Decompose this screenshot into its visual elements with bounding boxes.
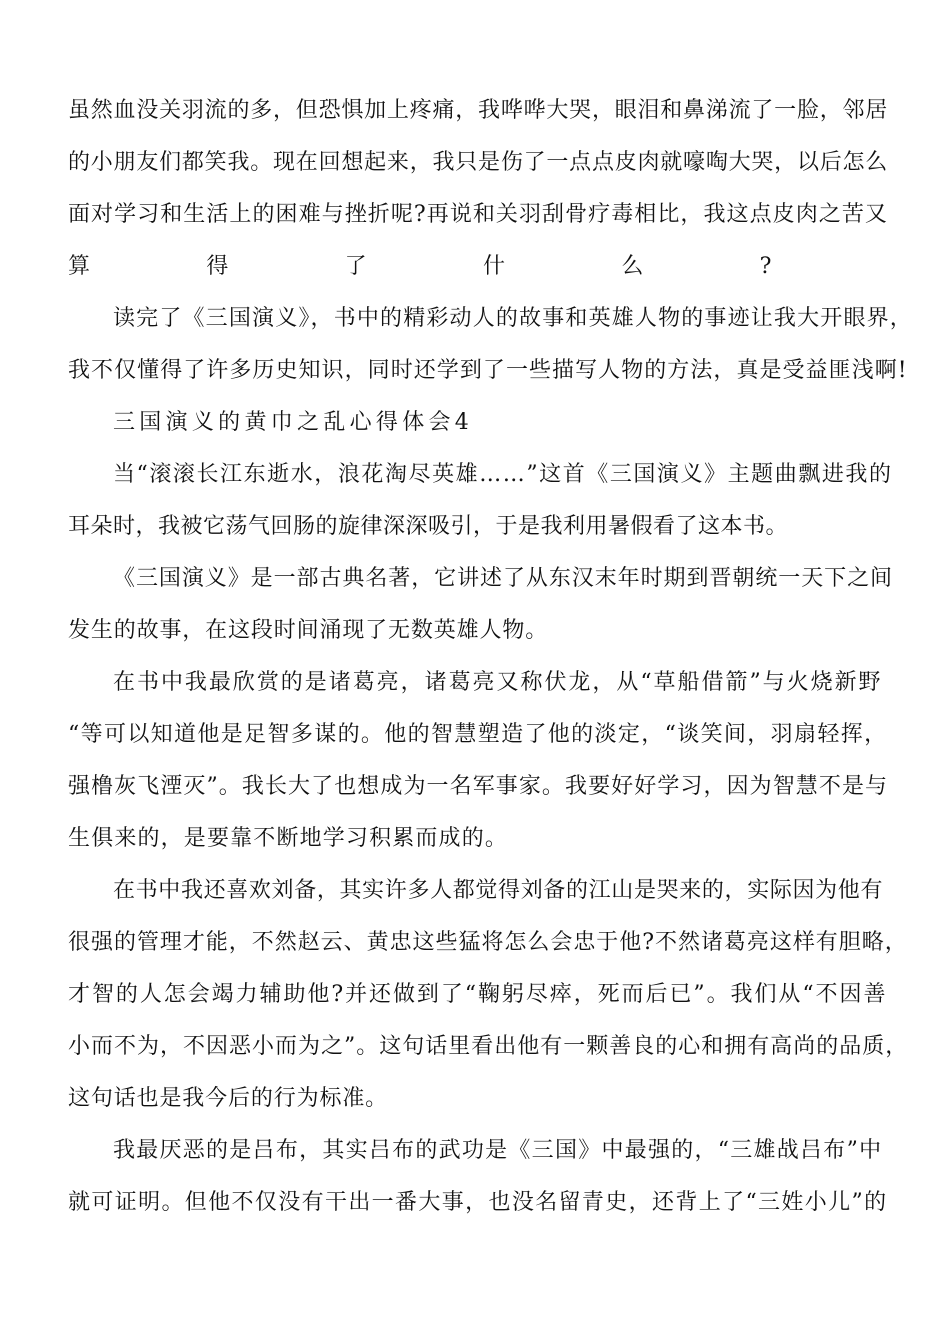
text-line: 发生的故事，在这段时间涌现了无数英雄人物。 [68,618,549,643]
text-line: 耳朵时，我被它荡气回肠的旋律深深吸引，于是我利用暑假看了这本书。 [68,514,789,539]
text-line: “等可以知道他是足智多谋的。他的智慧塑造了他的淡定，“谈笑间，羽扇轻挥， [68,722,888,747]
text-line: 我最厌恶的是吕布，其实吕布的武功是《三国》中最强的，“三雄战吕布”中 [113,1138,883,1163]
text-line: 很强的管理才能，不然赵云、黄忠这些猛将怎么会忠于他?不然诸葛亮这样有胆略， [68,930,908,955]
text-line: 我不仅懂得了许多历史知识，同时还学到了一些描写人物的方法，真是受益匪浅啊! [68,358,908,383]
text-line: 小而不为，不因恶小而为之”。这句话里看出他有一颗善良的心和拥有高尚的品质， [68,1034,909,1059]
text-line: 就可证明。但他不仅没有干出一番大事，也没名留青史，还背上了“三姓小儿”的 [68,1190,888,1215]
text-line: 这句话也是我今后的行为标准。 [68,1086,389,1111]
text-line: 在书中我最欣赏的是诸葛亮，诸葛亮又称伏龙，从“草船借箭”与火烧新野 [113,670,883,695]
text-line: 才智的人怎会竭力辅助他?并还做到了“鞠躬尽瘁，死而后已”。我们从“不因善 [68,982,888,1007]
text-line: 面对学习和生活上的困难与挫折呢?再说和关羽刮骨疗毒相比，我这点皮肉之苦又 [68,202,888,227]
section-heading: 三国演义的黄巾之乱心得体会4 [113,410,474,435]
text-line: 生俱来的，是要靠不断地学习积累而成的。 [68,826,509,851]
text-line: 强橹灰飞湮灭”。我长大了也想成为一名军事家。我要好好学习，因为智慧不是与 [68,774,889,799]
text-line: 《三国演义》是一部古典名著，它讲述了从东汉末年时期到晋朝统一天下之间 [113,566,893,591]
text-line: 算得了什么? [68,254,888,279]
text-line: 在书中我还喜欢刘备，其实许多人都觉得刘备的江山是哭来的，实际因为他有 [113,878,884,903]
text-line: 的小朋友们都笑我。现在回想起来，我只是伤了一点点皮肉就嚎啕大哭，以后怎么 [68,150,889,175]
text-line: 虽然血没关羽流的多，但恐惧加上疼痛，我哗哗大哭，眼泪和鼻涕流了一脸，邻居 [68,98,889,123]
text-line: 读完了《三国演义》，书中的精彩动人的故事和英雄人物的事迹让我大开眼界， [113,306,913,331]
text-line: 当“滚滚长江东逝水，浪花淘尽英雄……”这首《三国演义》主题曲飘进我的 [113,462,893,487]
